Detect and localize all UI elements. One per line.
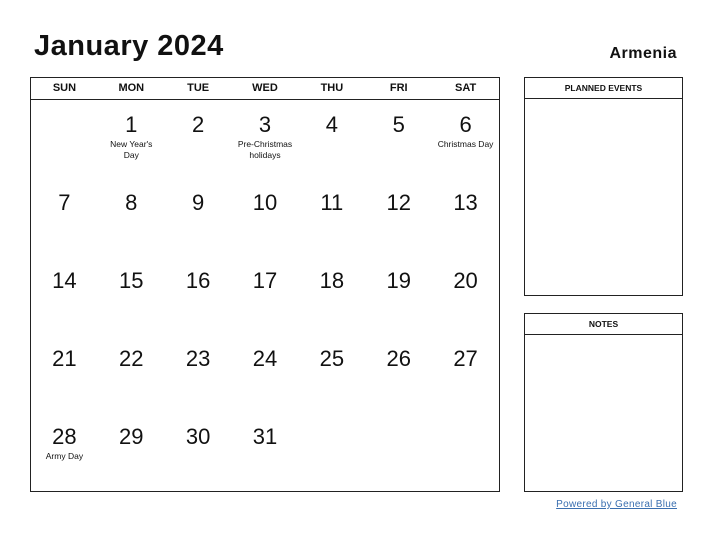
day-number: 25 [319,346,345,371]
day-cell [165,178,232,256]
day-cell [365,100,432,178]
day-number: 6 [459,112,472,137]
day-cell [365,334,432,412]
notes-heading: NOTES [525,314,682,335]
day-cell [365,256,432,334]
day-cell [165,334,232,412]
day-number: 20 [453,268,478,293]
day-number: 2 [192,112,205,137]
day-number: 5 [392,112,405,137]
day-number: 26 [386,346,411,371]
day-number: 24 [252,346,278,371]
weekday-tue: TUE [187,82,210,94]
planned-events-panel [524,77,683,296]
day-number: 4 [325,112,338,137]
weekday-wed: WED [252,82,278,94]
holiday-label: Army Day [45,451,84,461]
planned-events-heading: PLANNED EVENTS [525,78,682,99]
day-cell [232,178,299,256]
day-number: 10 [252,190,278,215]
day-number: 7 [58,190,71,215]
day-cell [232,100,299,178]
day-cell [165,100,232,178]
day-number: 21 [52,346,77,371]
holiday-label: New Year's Day [110,139,153,161]
day-number: 16 [185,268,211,293]
day-cell [298,334,365,412]
day-number: 30 [185,424,211,449]
day-cell [98,178,165,256]
day-cell [31,100,98,178]
notes-panel [524,313,683,492]
country-label: Armenia [609,45,677,62]
day-cell [298,256,365,334]
day-number: 8 [125,190,138,215]
day-number: 31 [252,424,278,449]
day-cell [98,100,165,178]
day-number: 29 [119,424,144,449]
day-number: 14 [52,268,77,293]
day-cell [432,334,499,412]
day-cell [165,256,232,334]
day-number: 23 [185,346,211,371]
day-number: 17 [252,268,278,293]
day-cell [298,178,365,256]
day-number: 28 [52,424,77,449]
weekday-mon: MON [118,82,145,94]
day-number: 15 [119,268,144,293]
day-number: 18 [319,268,345,293]
day-number: 9 [192,190,205,215]
day-cell [432,412,499,490]
day-cell [232,256,299,334]
weekday-header [31,78,499,100]
day-cell [232,412,299,490]
day-cell [432,178,499,256]
day-cell [298,100,365,178]
day-number: 19 [386,268,411,293]
powered-by-link[interactable]: Powered by General Blue [556,499,677,510]
day-number: 3 [258,112,272,137]
day-number: 1 [125,112,138,137]
day-cell [31,412,98,490]
day-number: 22 [119,346,144,371]
page-title: January 2024 [34,30,224,62]
day-cell [98,412,165,490]
weekday-sun: SUN [52,82,77,94]
weekday-thu: THU [320,82,344,94]
day-number: 11 [320,190,344,215]
weekday-sat: SAT [454,82,477,94]
day-number: 27 [453,346,478,371]
day-number: 12 [386,190,411,215]
day-cell [432,256,499,334]
day-cell [365,178,432,256]
day-cell [98,256,165,334]
day-cell [232,334,299,412]
day-number: 13 [453,190,478,215]
calendar-grid [30,77,500,492]
day-grid [31,100,499,490]
weekday-fri: FRI [389,82,408,94]
day-cell [31,256,98,334]
day-cell [298,412,365,490]
holiday-label: Christmas Day [437,139,494,149]
day-cell [31,334,98,412]
holiday-label: Pre-Christmas holidays [237,139,293,161]
day-cell [432,100,499,178]
day-cell [98,334,165,412]
day-cell [365,412,432,490]
day-cell [31,178,98,256]
day-cell [165,412,232,490]
